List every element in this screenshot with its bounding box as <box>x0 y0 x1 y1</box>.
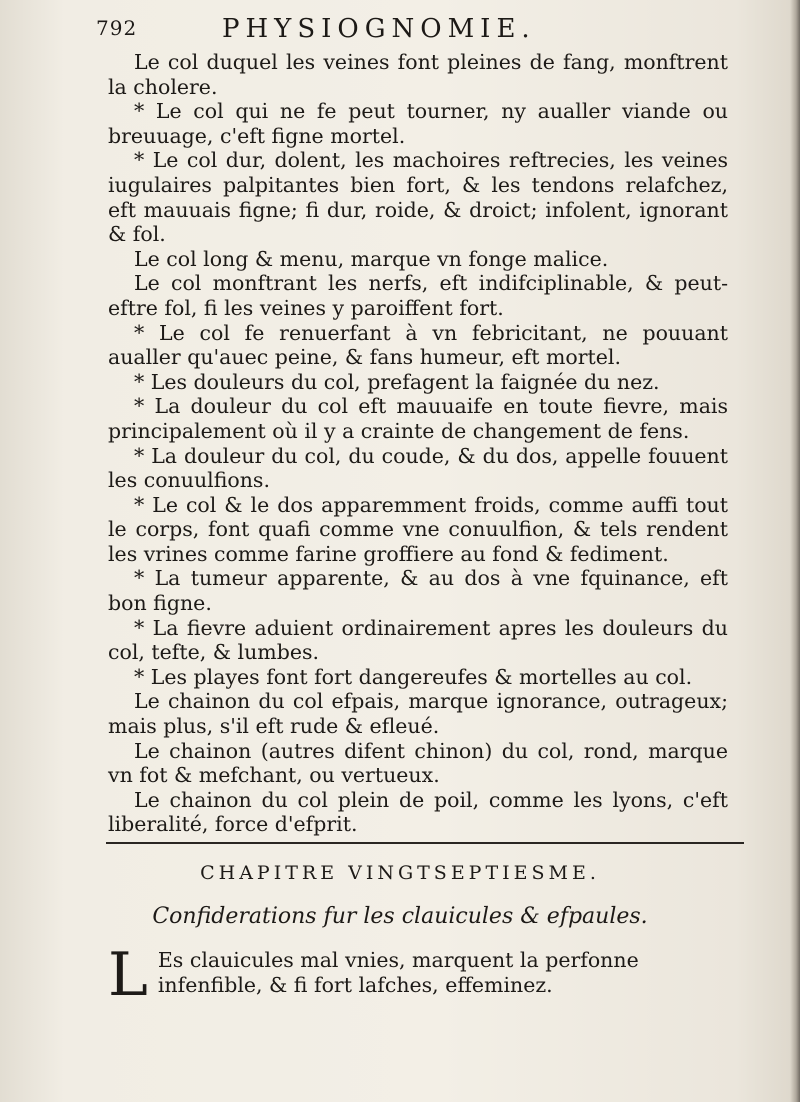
paragraph: * La douleur du col, du coude, & du dos, appelle fouuent les conuulfions. <box>108 443 728 493</box>
paragraph: * Les playes font fort dangereufes & mortelles au col. <box>134 664 693 689</box>
paragraph: * Le col & le dos apparemment froids, comme auffi tout le corps, font quafi comme vne conuulfion, & tels rendent les vrines comme farine groffiere au fond & fediment. <box>108 492 728 566</box>
paragraph: * Le col fe renuerfant à vn febricitant, ne pouuant aualler qu'auec peine, & fans humeur, eft mortel. <box>108 320 728 370</box>
paragraph: * La tumeur apparente, & au dos à vne fquinance, eft bon figne. <box>108 566 728 616</box>
paragraph: Le col long & menu, marque vn fonge malice. <box>134 246 609 271</box>
page-edge-shadow <box>790 0 800 1102</box>
paragraph: * La douleur du col eft mauuaife en toute fievre, mais principalement où il y a crainte de changement de fens. <box>108 394 728 443</box>
paragraph: Le chainon (autres difent chinon) du col, rond, marque vn fot & mefchant, ou vertueux. <box>108 738 728 788</box>
paragraph: Le chainon du col plein de poil, comme les lyons, c'eft liberalité, force d'efprit. <box>108 787 728 837</box>
chapter-heading: CHAPITRE VINGTSEPTIESME. <box>200 862 600 884</box>
paragraph: Le col monftrant les nerfs, eft indifciplinable, & peut-eftre fol, fi les veines y paroiffent fort. <box>108 271 728 320</box>
paragraph: * Le col qui ne fe peut tourner, ny aualler viande ou breuuage, c'eft figne mortel. <box>108 99 728 148</box>
page-header <box>96 14 736 44</box>
paragraph: Le chainon du col efpais, marque ignorance, outrageux; mais plus, s'il eft rude & efleué. <box>108 689 728 739</box>
paragraph: * Le col dur, dolent, les machoires reftrecies, les veines iugulaires palpitantes bien fort, & les tendons relafchez, eft mauuais figne; fi dur, roide, & droict; infolent, ignorant & fol. <box>108 148 728 247</box>
section-divider <box>106 842 744 844</box>
opening-text: Es clauicules mal vnies, marquent la perfonne infenfible, & fi fort lafches, effeminez. <box>157 948 639 997</box>
paragraph: * Les douleurs du col, prefagent la faignée du nez. <box>134 369 660 394</box>
running-title: PHYSIOGNOMIE. <box>222 14 536 44</box>
page-number: 792 <box>96 16 138 40</box>
drop-cap: L <box>108 940 148 1010</box>
paragraph: Le col duquel les veines font pleines de fang, monftrent la cholere. <box>108 50 728 99</box>
paragraph: * La fievre aduient ordinairement apres les douleurs du col, tefte, & lumbes. <box>108 615 728 665</box>
chapter-subtitle: Confiderations fur les clauicules & efpaules. <box>152 904 648 929</box>
main-text <box>108 50 728 837</box>
chapter-opening <box>108 940 728 1010</box>
